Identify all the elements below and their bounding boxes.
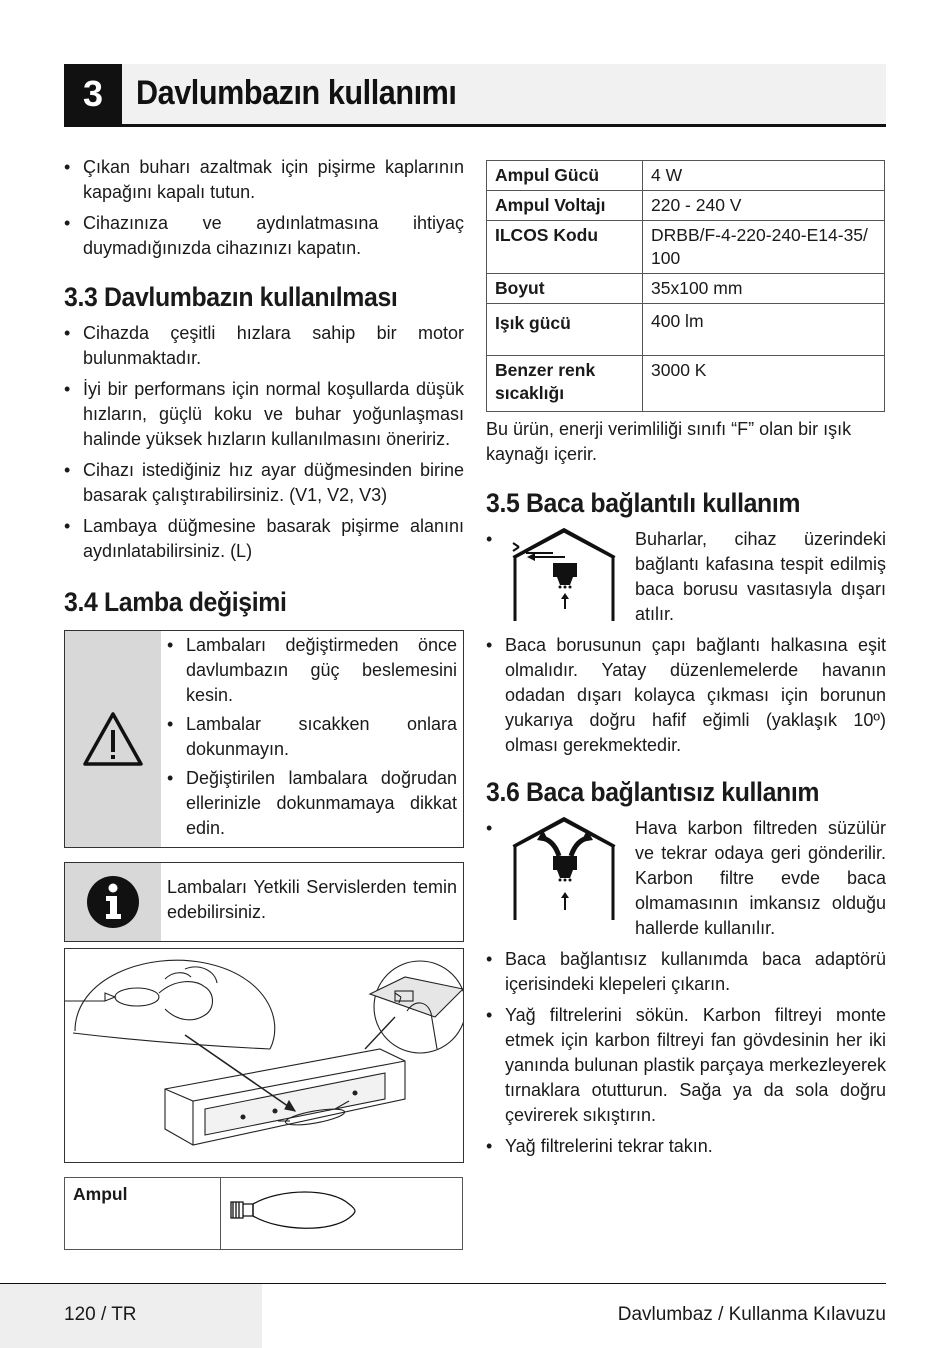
bulb-icon xyxy=(221,1178,371,1242)
list-item: • Cihazınıza ve aydınlatmasına ihtiyaç duymadığınızda cihazınızı kapatın. xyxy=(64,211,464,261)
chapter-number: 3 xyxy=(64,64,122,124)
ducted-mode-item: • Buharlar, cihaz üzerindeki bağlantı kafasına tespit edilmiş baca borusu vasıtasıyla dışarı atılır. xyxy=(486,527,886,627)
spec-key: Ampul Voltajı xyxy=(487,191,643,221)
spec-value: 3000 K xyxy=(643,356,885,412)
ampul-label: Ampul xyxy=(65,1178,221,1250)
section-title-3-3: 3.3 Davlumbazın kullanılması xyxy=(64,282,398,312)
list-item: • Yağ filtrelerini sökün. Karbon filtreyi monte etmek için karbon filtreyi fan gövdesinin her iki yanında bulunan plastik parçaya merkezleyerek tırnaklara otutturun. Sağa ya da sola doğru çevirerek sıkıştırın. xyxy=(486,1003,886,1128)
list-item: • Cihazda çeşitli hızlara sahip bir motor bulunmaktadır. xyxy=(64,321,464,371)
list-item: • İyi bir performans için normal koşullarda düşük hızların, güçlü koku ve buhar yoğunlaşması halinde yüksek hızların kullanılmasını öneririz. xyxy=(64,377,464,452)
recirculation-mode-item: • Hava karbon filtreden süzülür ve tekrar odaya geri gönderilir. Karbon filtre evde baca olmamasının imkansız olduğu hallerde kullanılır. xyxy=(486,816,886,941)
spec-value: 4 W xyxy=(643,161,885,191)
table-row xyxy=(487,221,885,274)
recirculation-house-icon xyxy=(505,816,623,922)
section-title-3-6: 3.6 Baca bağlantısız kullanım xyxy=(486,777,820,807)
bulb-illustration-cell xyxy=(221,1178,463,1250)
left-column xyxy=(64,155,464,1250)
footer-title: Davlumbaz / Kullanma Kılavuzu xyxy=(617,1304,886,1325)
chapter-title: Davlumbazın kullanımı xyxy=(136,74,457,112)
spec-key: Ampul Gücü xyxy=(487,161,643,191)
spec-value: DRBB/F-4-220-240-E14-35/100 xyxy=(643,221,885,274)
info-box xyxy=(64,862,464,942)
list-item: • Baca borusunun çapı bağlantı halkasına eşit olmalıdır. Yatay düzenlemelerde havanın odadan dışarı kolayca çıkması için borunun yukarıya doğru hafif eğimli (yaklaşık 10º) olması gerekmektedir. xyxy=(486,633,886,758)
list-item: • Lambaya düğmesine basarak pişirme alanını aydınlatabilirsiniz. (L) xyxy=(64,514,464,564)
info-icon xyxy=(65,863,161,941)
warning-text xyxy=(161,631,463,847)
table-row xyxy=(487,356,885,412)
section-title-3-5: 3.5 Baca bağlantılı kullanım xyxy=(486,488,801,518)
list-item: • Değiştirilen lambalara doğrudan ellerinizle dokunmamaya dikkat edin. xyxy=(167,766,457,841)
section-3-5-bullets xyxy=(486,633,886,758)
spec-key: Benzer renk sıcaklığı xyxy=(487,356,643,412)
list-item: • Çıkan buharı azaltmak için pişirme kaplarının kapağını kapalı tutun. xyxy=(64,155,464,205)
warning-box xyxy=(64,630,464,848)
lamp-replacement-illustration xyxy=(64,948,464,1163)
table-row xyxy=(487,274,885,304)
recirculation-text: Hava karbon filtreden süzülür ve tekrar odaya geri gönderilir. Karbon filtre evde baca olmamasının imkansız olduğu hallerde kullanılır. xyxy=(635,818,886,938)
spec-value: 35x100 mm xyxy=(643,274,885,304)
page-number: 120 / TR xyxy=(64,1304,137,1325)
spec-key: ILCOS Kodu xyxy=(487,221,643,274)
spec-key: Boyut xyxy=(487,274,643,304)
table-row xyxy=(487,304,885,356)
info-text: Lambaları Yetkili Servislerden temin edebilirsiniz. xyxy=(167,877,457,922)
list-item: • Lambalar sıcakken onlara dokunmayın. xyxy=(167,712,457,762)
ducted-text: Buharlar, cihaz üzerindeki bağlantı kafasına tespit edilmiş baca borusu vasıtasıyla dışarı atılır. xyxy=(635,529,886,624)
spec-value: 220 - 240 V xyxy=(643,191,885,221)
warning-icon xyxy=(65,631,161,847)
spec-value: 400 lm xyxy=(643,304,885,356)
table-row xyxy=(487,161,885,191)
table-row xyxy=(487,191,885,221)
ampul-table xyxy=(64,1177,463,1250)
right-column xyxy=(486,160,886,1165)
spec-key: Işık gücü xyxy=(487,304,643,356)
chapter-header xyxy=(64,64,886,127)
intro-bullets xyxy=(64,155,464,261)
section-title-3-4: 3.4 Lamba değişimi xyxy=(64,587,287,617)
ducted-house-icon xyxy=(505,527,623,623)
list-item: • Yağ filtrelerini tekrar takın. xyxy=(486,1134,886,1159)
section-3-3-bullets xyxy=(64,321,464,564)
list-item: • Baca bağlantısız kullanımda baca adaptörü içerisindeki klepeleri çıkarın. xyxy=(486,947,886,997)
energy-note: Bu ürün, enerji verimliliği sınıfı “F” olan bir ışık kaynağı içerir. xyxy=(486,419,852,464)
bulb-spec-table xyxy=(486,160,885,412)
list-item: • Cihazı istediğiniz hız ayar düğmesinden birine basarak çalıştırabilirsiniz. (V1, V2, V3) xyxy=(64,458,464,508)
section-3-6-bullets xyxy=(486,947,886,1159)
list-item: • Lambaları değiştirmeden önce davlumbazın güç beslemesini kesin. xyxy=(167,633,457,708)
